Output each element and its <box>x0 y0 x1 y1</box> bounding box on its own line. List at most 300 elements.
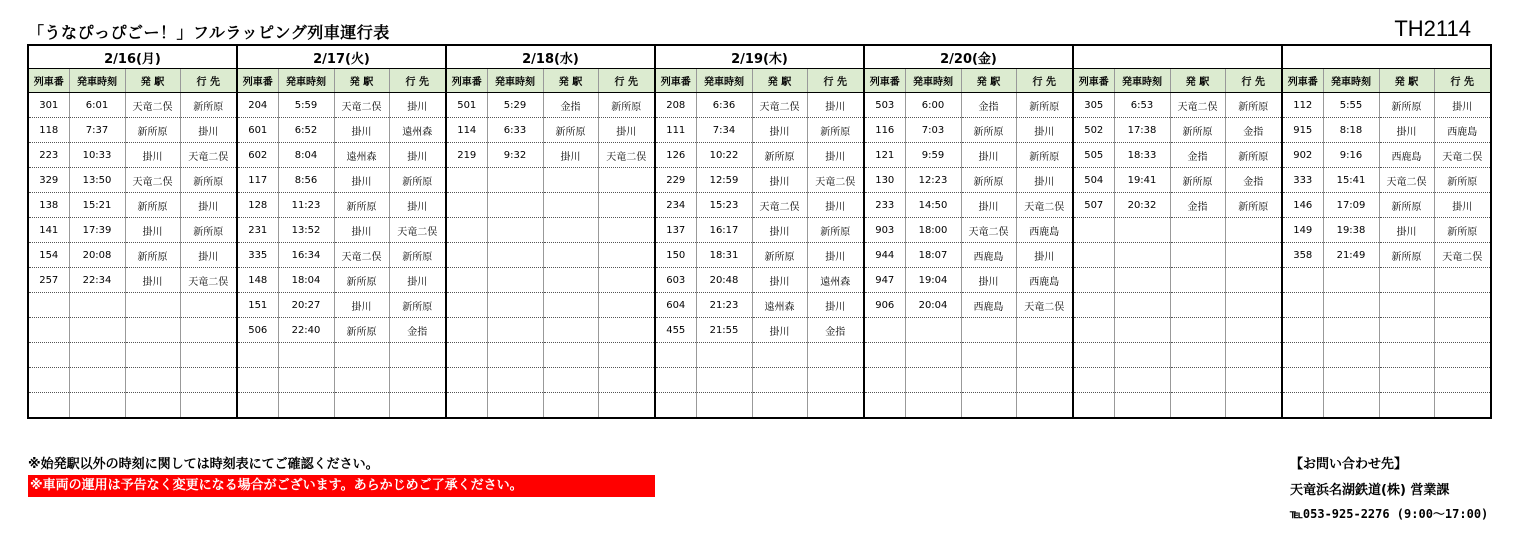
destination-station: 西鹿島 <box>1016 218 1073 243</box>
destination-station: 天竜二俣 <box>180 143 237 168</box>
train-number: 335 <box>237 243 278 268</box>
header-origin: 発 駅 <box>752 69 807 93</box>
departure-time: 12:59 <box>696 168 752 193</box>
train-number: 154 <box>28 243 69 268</box>
train-number: 507 <box>1073 193 1114 218</box>
origin-station: 掛川 <box>752 168 807 193</box>
departure-time <box>487 293 543 318</box>
header-train-number: 列車番 <box>1073 69 1114 93</box>
header-departure-time: 発車時刻 <box>1114 69 1170 93</box>
train-number: 128 <box>237 193 278 218</box>
departure-time <box>1323 343 1379 368</box>
header-train-number: 列車番 <box>864 69 905 93</box>
destination-station: 天竜二俣 <box>807 168 864 193</box>
destination-station <box>1016 318 1073 343</box>
origin-station: 金指 <box>961 93 1016 118</box>
origin-station: 掛川 <box>125 218 180 243</box>
origin-station <box>961 368 1016 393</box>
contact-company: 天竜浜名湖鉄道(株) 営業課 <box>1290 483 1450 498</box>
departure-time: 22:34 <box>69 268 125 293</box>
departure-time <box>696 343 752 368</box>
departure-time <box>487 268 543 293</box>
destination-station <box>389 343 446 368</box>
origin-station <box>961 318 1016 343</box>
origin-station: 新所原 <box>334 268 389 293</box>
departure-time: 16:34 <box>278 243 334 268</box>
departure-time <box>1323 393 1379 419</box>
origin-station: 新所原 <box>125 243 180 268</box>
destination-station <box>598 168 655 193</box>
destination-station: 西鹿島 <box>1434 118 1491 143</box>
departure-time: 18:31 <box>696 243 752 268</box>
destination-station <box>1434 318 1491 343</box>
train-number: 305 <box>1073 93 1114 118</box>
departure-time: 7:34 <box>696 118 752 143</box>
departure-time <box>1114 368 1170 393</box>
departure-time: 19:41 <box>1114 168 1170 193</box>
destination-station <box>807 368 864 393</box>
destination-station: 掛川 <box>807 93 864 118</box>
origin-station <box>1170 218 1225 243</box>
destination-station <box>1434 293 1491 318</box>
departure-time <box>696 393 752 419</box>
origin-station: 新所原 <box>125 118 180 143</box>
departure-time: 5:55 <box>1323 93 1379 118</box>
departure-time: 9:59 <box>905 143 961 168</box>
origin-station <box>543 193 598 218</box>
origin-station <box>334 393 389 419</box>
destination-station <box>1434 268 1491 293</box>
train-number: 257 <box>28 268 69 293</box>
origin-station <box>752 368 807 393</box>
departure-time: 20:48 <box>696 268 752 293</box>
train-number: 204 <box>237 93 278 118</box>
departure-time <box>487 343 543 368</box>
destination-station: 金指 <box>389 318 446 343</box>
destination-station: 掛川 <box>807 293 864 318</box>
departure-time: 19:04 <box>905 268 961 293</box>
destination-station <box>1016 343 1073 368</box>
origin-station: 天竜二俣 <box>752 193 807 218</box>
origin-station: 掛川 <box>752 318 807 343</box>
departure-time: 6:36 <box>696 93 752 118</box>
day-label: 2/16(月) <box>28 45 237 69</box>
departure-time: 21:49 <box>1323 243 1379 268</box>
destination-station <box>598 218 655 243</box>
train-number <box>237 393 278 419</box>
destination-station: 新所原 <box>1225 143 1282 168</box>
origin-station: 天竜二俣 <box>334 93 389 118</box>
train-number <box>864 368 905 393</box>
day-label: 2/19(木) <box>655 45 864 69</box>
origin-station: 金指 <box>543 93 598 118</box>
origin-station: 新所原 <box>1379 243 1434 268</box>
origin-station <box>543 293 598 318</box>
train-number <box>28 318 69 343</box>
train-number <box>446 218 487 243</box>
train-number <box>446 293 487 318</box>
origin-station: 掛川 <box>752 118 807 143</box>
destination-station <box>1225 243 1282 268</box>
train-number: 117 <box>237 168 278 193</box>
origin-station: 掛川 <box>125 143 180 168</box>
origin-station <box>543 268 598 293</box>
train-number: 603 <box>655 268 696 293</box>
origin-station <box>1379 393 1434 419</box>
departure-time: 5:59 <box>278 93 334 118</box>
table-row <box>28 268 1491 293</box>
destination-station <box>598 343 655 368</box>
departure-time <box>278 368 334 393</box>
day-label: 2/20(金) <box>864 45 1073 69</box>
train-number <box>28 293 69 318</box>
train-number: 944 <box>864 243 905 268</box>
departure-time: 15:23 <box>696 193 752 218</box>
train-number: 137 <box>655 218 696 243</box>
departure-time: 18:33 <box>1114 143 1170 168</box>
destination-station: 新所原 <box>389 293 446 318</box>
origin-station <box>543 393 598 419</box>
origin-station: 掛川 <box>752 268 807 293</box>
destination-station: 掛川 <box>180 118 237 143</box>
destination-station: 掛川 <box>807 143 864 168</box>
train-number: 229 <box>655 168 696 193</box>
train-number: 329 <box>28 168 69 193</box>
train-number <box>1282 368 1323 393</box>
destination-station <box>1225 293 1282 318</box>
departure-time <box>1114 243 1170 268</box>
departure-time: 6:52 <box>278 118 334 143</box>
departure-time <box>487 218 543 243</box>
destination-station: 新所原 <box>1434 168 1491 193</box>
departure-time <box>69 318 125 343</box>
train-number: 233 <box>864 193 905 218</box>
destination-station <box>180 368 237 393</box>
destination-station <box>598 393 655 419</box>
train-number <box>1073 218 1114 243</box>
header-destination: 行 先 <box>1225 69 1282 93</box>
table-row <box>28 243 1491 268</box>
destination-station: 新所原 <box>1225 193 1282 218</box>
train-number: 504 <box>1073 168 1114 193</box>
origin-station <box>125 343 180 368</box>
origin-station: 掛川 <box>1379 218 1434 243</box>
origin-station: 掛川 <box>961 143 1016 168</box>
destination-station <box>1225 393 1282 419</box>
departure-time <box>487 168 543 193</box>
origin-station <box>543 218 598 243</box>
train-number <box>446 318 487 343</box>
departure-time: 18:00 <box>905 218 961 243</box>
destination-station <box>598 293 655 318</box>
departure-time: 21:55 <box>696 318 752 343</box>
train-number: 219 <box>446 143 487 168</box>
train-number: 505 <box>1073 143 1114 168</box>
departure-time: 5:29 <box>487 93 543 118</box>
departure-time <box>278 343 334 368</box>
day-label: 2/17(火) <box>237 45 446 69</box>
departure-time: 17:09 <box>1323 193 1379 218</box>
destination-station <box>180 393 237 419</box>
train-number <box>446 368 487 393</box>
origin-station: 掛川 <box>334 218 389 243</box>
table-row <box>28 193 1491 218</box>
table-row <box>28 393 1491 419</box>
origin-station: 金指 <box>1170 193 1225 218</box>
destination-station <box>598 318 655 343</box>
destination-station: 西鹿島 <box>1016 268 1073 293</box>
header-departure-time: 発車時刻 <box>278 69 334 93</box>
departure-time <box>905 368 961 393</box>
train-number <box>1073 293 1114 318</box>
timetable <box>27 44 1492 419</box>
origin-station: 掛川 <box>334 118 389 143</box>
departure-time: 9:32 <box>487 143 543 168</box>
origin-station <box>125 293 180 318</box>
header-departure-time: 発車時刻 <box>487 69 543 93</box>
departure-time: 14:50 <box>905 193 961 218</box>
departure-time <box>1323 368 1379 393</box>
departure-time <box>905 318 961 343</box>
destination-station <box>389 368 446 393</box>
departure-time <box>1114 318 1170 343</box>
train-number <box>1282 268 1323 293</box>
header-departure-time: 発車時刻 <box>696 69 752 93</box>
header-destination: 行 先 <box>598 69 655 93</box>
train-number: 502 <box>1073 118 1114 143</box>
train-number: 601 <box>237 118 278 143</box>
departure-time: 13:50 <box>69 168 125 193</box>
train-number <box>28 393 69 419</box>
origin-station: 西鹿島 <box>961 243 1016 268</box>
note-warning-banner: ※車両の運用は予告なく変更になる場合がございます。あらかじめご了承ください。 <box>28 475 655 497</box>
departure-time <box>487 393 543 419</box>
train-number: 121 <box>864 143 905 168</box>
train-number: 915 <box>1282 118 1323 143</box>
train-number: 149 <box>1282 218 1323 243</box>
origin-station <box>543 343 598 368</box>
departure-time: 6:00 <box>905 93 961 118</box>
departure-time: 20:04 <box>905 293 961 318</box>
destination-station: 新所原 <box>180 93 237 118</box>
header-departure-time: 発車時刻 <box>905 69 961 93</box>
destination-station <box>1225 318 1282 343</box>
table-row <box>28 318 1491 343</box>
destination-station <box>598 193 655 218</box>
day-header-row <box>28 45 1491 69</box>
destination-station: 新所原 <box>180 168 237 193</box>
origin-station: 掛川 <box>961 193 1016 218</box>
train-number <box>1073 318 1114 343</box>
train-number <box>28 368 69 393</box>
departure-time <box>1323 318 1379 343</box>
destination-station: 遠州森 <box>389 118 446 143</box>
train-number: 906 <box>864 293 905 318</box>
destination-station: 掛川 <box>180 193 237 218</box>
train-number <box>446 168 487 193</box>
departure-time <box>1323 293 1379 318</box>
destination-station: 金指 <box>807 318 864 343</box>
train-number <box>864 343 905 368</box>
train-number: 602 <box>237 143 278 168</box>
destination-station: 新所原 <box>598 93 655 118</box>
origin-station <box>1170 243 1225 268</box>
origin-station <box>125 318 180 343</box>
train-number <box>28 343 69 368</box>
departure-time: 15:41 <box>1323 168 1379 193</box>
origin-station: 天竜二俣 <box>1379 168 1434 193</box>
destination-station: 新所原 <box>1016 93 1073 118</box>
origin-station: 新所原 <box>1379 93 1434 118</box>
table-row <box>28 368 1491 393</box>
origin-station <box>752 393 807 419</box>
train-number: 947 <box>864 268 905 293</box>
departure-time: 17:38 <box>1114 118 1170 143</box>
header-destination: 行 先 <box>807 69 864 93</box>
departure-time <box>1114 393 1170 419</box>
departure-time: 8:56 <box>278 168 334 193</box>
departure-time: 22:40 <box>278 318 334 343</box>
train-number: 234 <box>655 193 696 218</box>
destination-station: 掛川 <box>1016 118 1073 143</box>
destination-station <box>1016 368 1073 393</box>
destination-station <box>1225 368 1282 393</box>
destination-station: 金指 <box>1225 118 1282 143</box>
header-train-number: 列車番 <box>655 69 696 93</box>
train-number: 151 <box>237 293 278 318</box>
origin-station: 天竜二俣 <box>125 93 180 118</box>
destination-station: 天竜二俣 <box>598 143 655 168</box>
train-number <box>1073 393 1114 419</box>
train-number: 111 <box>655 118 696 143</box>
header-origin: 発 駅 <box>543 69 598 93</box>
origin-station <box>543 168 598 193</box>
train-number: 604 <box>655 293 696 318</box>
train-number <box>655 368 696 393</box>
origin-station <box>1170 293 1225 318</box>
departure-time: 8:18 <box>1323 118 1379 143</box>
train-number: 501 <box>446 93 487 118</box>
origin-station: 新所原 <box>543 118 598 143</box>
train-number: 112 <box>1282 93 1323 118</box>
destination-station: 新所原 <box>389 243 446 268</box>
origin-station: 新所原 <box>1379 193 1434 218</box>
table-row <box>28 118 1491 143</box>
destination-station: 掛川 <box>1434 93 1491 118</box>
train-number: 455 <box>655 318 696 343</box>
table-row <box>28 168 1491 193</box>
destination-station: 新所原 <box>1225 93 1282 118</box>
header-destination: 行 先 <box>1434 69 1491 93</box>
departure-time <box>696 368 752 393</box>
table-row <box>28 93 1491 118</box>
departure-time: 6:01 <box>69 93 125 118</box>
origin-station: 新所原 <box>1170 118 1225 143</box>
departure-time <box>487 318 543 343</box>
departure-time: 15:21 <box>69 193 125 218</box>
origin-station: 新所原 <box>752 143 807 168</box>
destination-station <box>1434 393 1491 419</box>
departure-time: 17:39 <box>69 218 125 243</box>
train-number: 138 <box>28 193 69 218</box>
train-number <box>1282 318 1323 343</box>
train-number <box>864 393 905 419</box>
destination-station <box>598 368 655 393</box>
origin-station <box>1379 368 1434 393</box>
departure-time: 18:07 <box>905 243 961 268</box>
departure-time: 13:52 <box>278 218 334 243</box>
origin-station <box>543 243 598 268</box>
origin-station: 西鹿島 <box>1379 143 1434 168</box>
destination-station: 掛川 <box>807 243 864 268</box>
origin-station: 西鹿島 <box>961 293 1016 318</box>
header-origin: 発 駅 <box>1379 69 1434 93</box>
departure-time: 20:32 <box>1114 193 1170 218</box>
departure-time <box>905 393 961 419</box>
destination-station: 新所原 <box>807 118 864 143</box>
train-number: 141 <box>28 218 69 243</box>
table-row <box>28 218 1491 243</box>
header-train-number: 列車番 <box>1282 69 1323 93</box>
train-number: 114 <box>446 118 487 143</box>
destination-station: 掛川 <box>1016 168 1073 193</box>
train-number <box>1073 243 1114 268</box>
departure-time: 19:38 <box>1323 218 1379 243</box>
train-number <box>446 243 487 268</box>
destination-station: 新所原 <box>180 218 237 243</box>
destination-station <box>807 343 864 368</box>
departure-time <box>1114 268 1170 293</box>
origin-station: 掛川 <box>543 143 598 168</box>
origin-station: 天竜二俣 <box>752 93 807 118</box>
destination-station: 掛川 <box>389 143 446 168</box>
origin-station: 掛川 <box>752 218 807 243</box>
destination-station <box>1016 393 1073 419</box>
destination-station: 金指 <box>1225 168 1282 193</box>
departure-time: 8:04 <box>278 143 334 168</box>
origin-station: 新所原 <box>125 193 180 218</box>
train-number <box>446 393 487 419</box>
origin-station <box>752 343 807 368</box>
departure-time <box>487 243 543 268</box>
header-origin: 発 駅 <box>334 69 389 93</box>
train-number <box>864 318 905 343</box>
departure-time: 10:33 <box>69 143 125 168</box>
departure-time <box>1323 268 1379 293</box>
departure-time: 10:22 <box>696 143 752 168</box>
origin-station: 天竜二俣 <box>125 168 180 193</box>
destination-station <box>180 318 237 343</box>
departure-time <box>69 368 125 393</box>
origin-station: 掛川 <box>961 268 1016 293</box>
train-number: 902 <box>1282 143 1323 168</box>
day-label: 2/21(土) <box>1073 45 1282 69</box>
column-header-row <box>28 69 1491 93</box>
destination-station <box>1225 343 1282 368</box>
train-number: 150 <box>655 243 696 268</box>
day-label: 2/22(日) <box>1282 45 1491 69</box>
origin-station: 掛川 <box>1379 118 1434 143</box>
destination-station <box>598 243 655 268</box>
origin-station: 天竜二俣 <box>1170 93 1225 118</box>
train-number: 146 <box>1282 193 1323 218</box>
header-origin: 発 駅 <box>125 69 180 93</box>
origin-station: 新所原 <box>334 193 389 218</box>
page-title: 「うなぴっぴごー！」フルラッピング列車運行表 <box>28 23 390 42</box>
header-departure-time: 発車時刻 <box>1323 69 1379 93</box>
origin-station <box>1170 393 1225 419</box>
train-number <box>446 193 487 218</box>
